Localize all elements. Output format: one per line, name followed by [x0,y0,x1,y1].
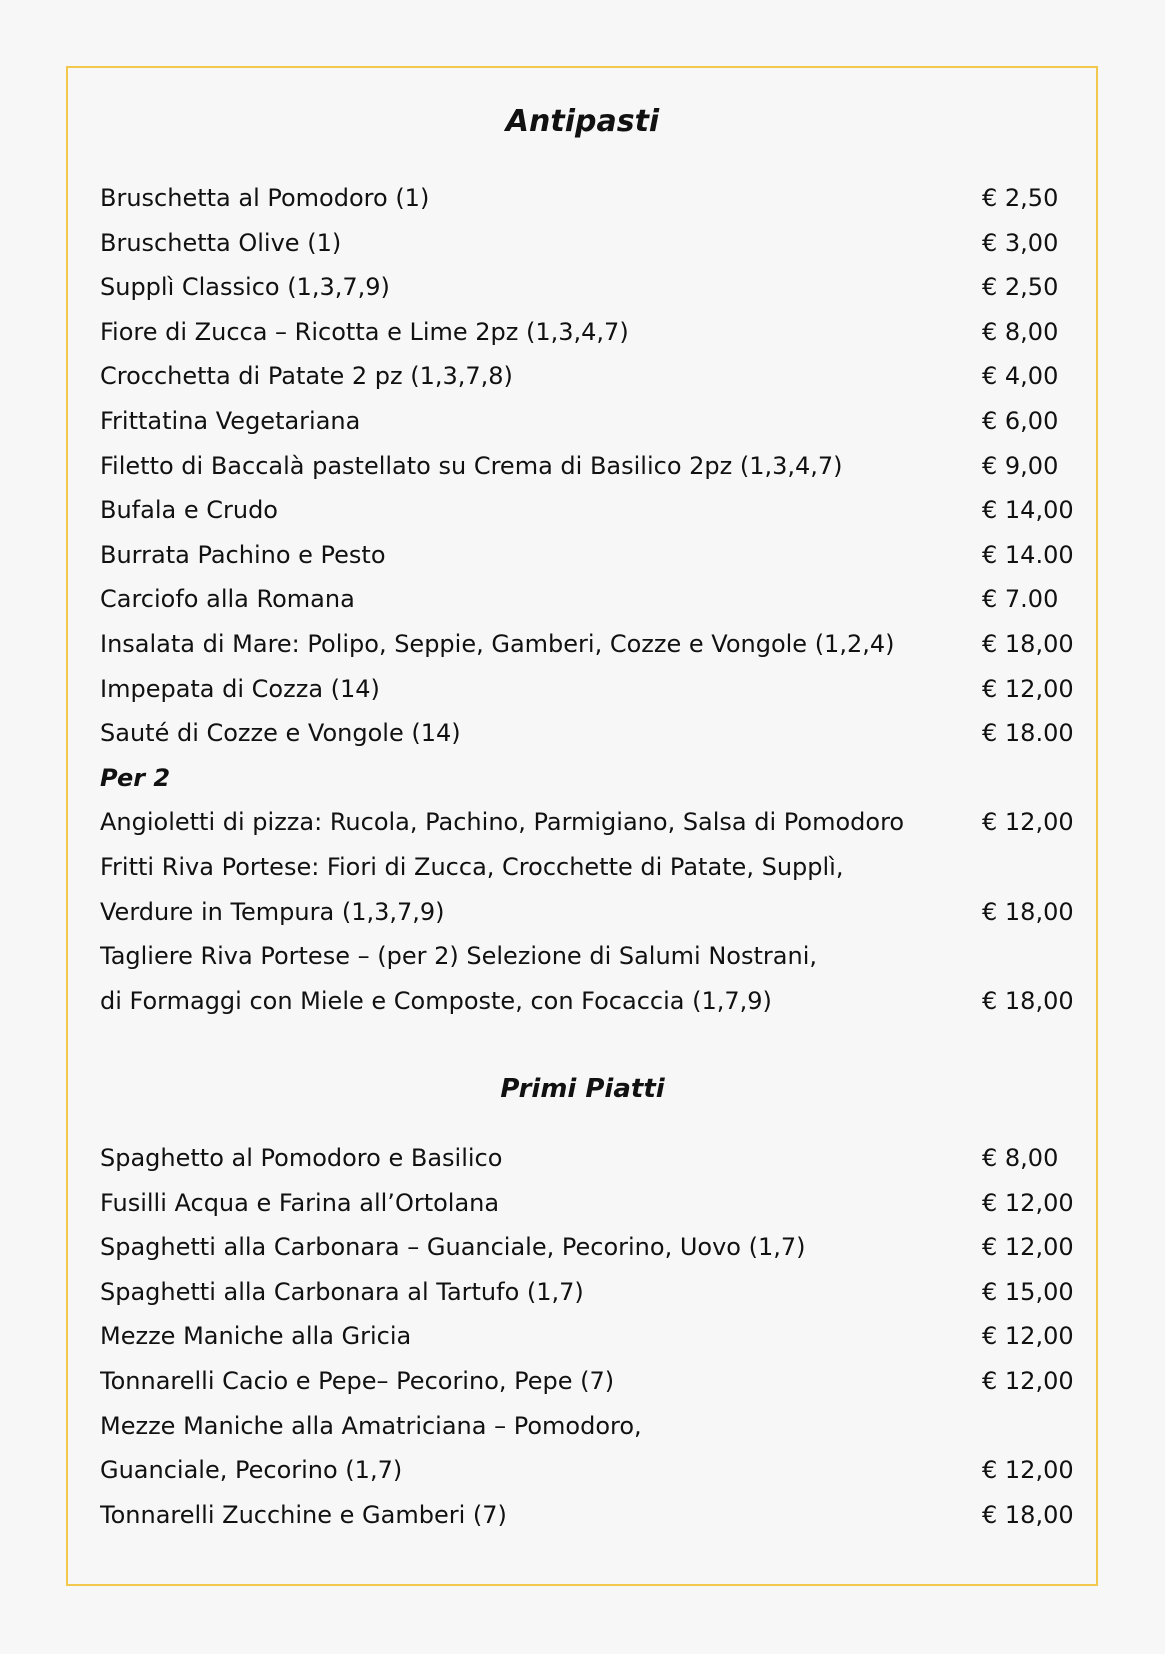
menu-item-price: € 8,00 [982,317,1059,346]
menu-item-name: Bruschetta Olive (1) [100,228,342,257]
menu-item [100,407,1082,452]
menu-item [100,675,1082,720]
menu-item [100,585,1082,630]
menu-item [100,808,1082,853]
menu-item [100,496,1082,541]
menu-item-name: Filetto di Baccalà pastellato su Crema di Basilico 2pz (1,3,4,7) [100,451,843,480]
primi-list [100,1144,1082,1545]
menu-item-price: € 12,00 [982,1233,1074,1262]
menu-item-name: Bufala e Crudo [100,496,278,525]
menu-item-price: € 2,50 [982,184,1059,212]
menu-item-name: Mezze Maniche alla Amatriciana – Pomodoro, [100,1411,642,1440]
menu-item-name: Tagliere Riva Portese – (per 2) Selezione di Salumi Nostrani, [100,942,817,971]
menu-item-name: Verdure in Tempura (1,3,7,9) [100,897,445,926]
menu-item-price: € 9,00 [982,451,1059,480]
menu-item [100,942,1082,987]
menu-item-price: € 2,50 [982,273,1059,302]
menu-item [100,1189,1082,1234]
menu-item [100,273,1082,318]
menu-item [100,987,1082,1032]
menu-item-price: € 18,00 [982,629,1074,658]
menu-item [100,1322,1082,1367]
menu-item-price: € 18,00 [982,1500,1074,1529]
menu-item [100,1412,1082,1457]
menu-item-price: € 18.00 [982,719,1074,748]
menu-item [100,1501,1082,1546]
menu-item [100,719,1082,764]
menu-item-name: Crocchetta di Patate 2 pz (1,3,7,8) [100,362,513,391]
menu-item-price: € 18,00 [982,897,1074,926]
menu-item-name: Sauté di Cozze e Vongole (14) [100,719,461,748]
menu-item-price: € 3,00 [982,228,1059,257]
menu-item-price: € 14,00 [982,496,1074,525]
menu-item [100,853,1082,898]
section-title-antipasti: Antipasti [505,104,660,139]
menu-item-name: Frittatina Vegetariana [100,406,361,435]
menu-item-name: Impepata di Cozza (14) [100,674,380,703]
menu-item [100,1233,1082,1278]
menu-item-name: Spaghetti alla Carbonara al Tartufo (1,7) [100,1277,584,1306]
menu-item-price: € 12,00 [982,1188,1074,1217]
menu-item-price: € 8,00 [982,1144,1059,1172]
menu-item-price: € 18,00 [982,986,1074,1015]
menu-item [100,452,1082,497]
menu-item-name: Tonnarelli Zucchine e Gamberi (7) [100,1500,507,1529]
menu-item-price: € 12,00 [982,1322,1074,1351]
menu-item [100,541,1082,586]
menu-item [100,362,1082,407]
menu-item-name: Bruschetta al Pomodoro (1) [100,184,430,212]
menu-item-name: Supplì Classico (1,3,7,9) [100,273,390,302]
menu-item-price: € 12,00 [982,674,1074,703]
menu-item-price: € 12,00 [982,808,1074,837]
menu-item [100,898,1082,943]
menu-item-price: € 12,00 [982,1366,1074,1395]
menu-item-price: € 12,00 [982,1456,1074,1485]
menu-item-name: Insalata di Mare: Polipo, Seppie, Gamberi, Cozze e Vongole (1,2,4) [100,629,895,658]
subsection-heading-label: Per 2 [100,763,171,792]
menu-item [100,1367,1082,1412]
menu-item-name: Mezze Maniche alla Gricia [100,1322,412,1351]
menu-item-price: € 7.00 [982,585,1059,614]
menu-item [100,229,1082,274]
menu-item [100,630,1082,675]
menu-item [100,318,1082,363]
menu-item-name: Fritti Riva Portese: Fiori di Zucca, Crocchette di Patate, Supplì, [100,852,844,881]
menu-item [100,1456,1082,1501]
menu-item-name: Burrata Pachino e Pesto [100,540,386,569]
menu-item-price: € 14.00 [982,540,1074,569]
menu-item-price: € 15,00 [982,1277,1074,1306]
menu-item-name: di Formaggi con Miele e Composte, con Focaccia (1,7,9) [100,986,772,1015]
menu-item [100,1278,1082,1323]
menu-item-name: Fusilli Acqua e Farina all’Ortolana [100,1188,500,1217]
section-title-primi: Primi Piatti [500,1074,665,1104]
menu-item-name: Tonnarelli Cacio e Pepe– Pecorino, Pepe (7) [100,1366,615,1395]
menu-item-price: € 6,00 [982,406,1059,435]
menu-item-name: Guanciale, Pecorino (1,7) [100,1456,403,1485]
antipasti-list [100,184,1082,1031]
menu-item-name: Spaghetti alla Carbonara – Guanciale, Pecorino, Uovo (1,7) [100,1233,806,1262]
subsection-heading [100,764,1082,809]
menu-item [100,184,1082,229]
menu-item [100,1144,1082,1189]
menu-item-price: € 4,00 [982,362,1059,391]
menu-item-name: Spaghetto al Pomodoro e Basilico [100,1144,503,1172]
menu-item-name: Fiore di Zucca – Ricotta e Lime 2pz (1,3,4,7) [100,317,629,346]
menu-item-name: Carciofo alla Romana [100,585,355,614]
menu-item-name: Angioletti di pizza: Rucola, Pachino, Parmigiano, Salsa di Pomodoro [100,808,905,837]
